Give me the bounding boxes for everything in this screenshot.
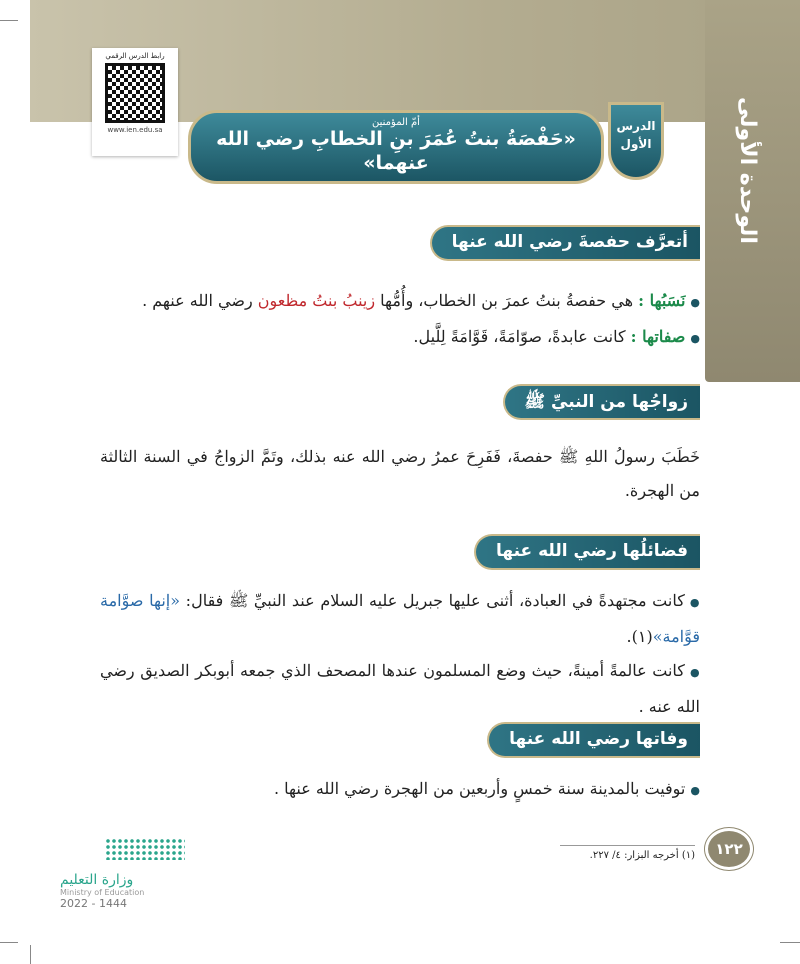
ministry-year: 2022 - 1444 [60, 897, 127, 910]
lesson-title-banner [188, 110, 604, 184]
ministry-logo [60, 838, 170, 910]
item-text: هي حفصةُ بنتُ عمرَ بن الخطاب، وأُمُّها [375, 291, 639, 310]
list-item [100, 284, 700, 320]
item-text: كانت عابدةً، صوّامَةً، قَوَّامَةً لِلَّيل. [413, 327, 631, 346]
section-body [100, 584, 700, 724]
footnote: (١) أخرجه البزار: ٤/ ٢٢٧. [560, 845, 695, 861]
lesson-tag-line2: الأول [620, 137, 652, 151]
crop-mark [0, 942, 18, 943]
unit-tab: الوحدة الأولى [735, 96, 760, 244]
section-body [100, 772, 700, 808]
crop-mark [780, 942, 800, 943]
crop-mark [0, 20, 18, 21]
list-item: ● توفيت بالمدينة سنة خمسٍ وأربعين من الهجرة رضي الله عنها . [100, 772, 700, 808]
item-label: صفاتها : [630, 327, 686, 346]
section-heading: وفاتها رضي الله عنها [487, 722, 700, 758]
item-text: رضي الله عنهم . [142, 291, 258, 310]
ministry-dots-icon [105, 838, 185, 860]
section-heading: أتعرَّف حفصةَ رضي الله عنها [430, 225, 700, 261]
lesson-tag-line1: الدرس [616, 119, 656, 133]
section-body [100, 284, 700, 356]
qr-code-icon[interactable] [105, 63, 165, 123]
ministry-name-ar: وزارة التعليم [60, 872, 134, 888]
item-quote: «إنها صوَّامة قوَّامة» [100, 591, 700, 646]
qr-card[interactable] [92, 48, 178, 156]
lesson-subtitle: أمّ المؤمنين [372, 117, 420, 128]
item-text: (١). [626, 627, 653, 646]
item-label: نَسَبُها : [638, 291, 686, 310]
item-text: كانت مجتهدةً في العبادة، أثنى عليها جبريل عليه السلام عند النبيِّ ﷺ فقال: [180, 591, 685, 610]
lesson-tag [608, 102, 664, 180]
list-item [100, 320, 700, 356]
qr-label: رابط الدرس الرقمي [105, 52, 165, 60]
section-heading: فضائلُها رضي الله عنها [474, 534, 700, 570]
crop-mark [30, 945, 31, 964]
ministry-name-en: Ministry of Education [60, 888, 145, 897]
item-highlight: زينبُ بنتُ مظعون [257, 291, 376, 310]
lesson-title: «حَفْصَةُ بنتُ عُمَرَ بنِ الخطابِ رضي الله عنهما» [216, 128, 576, 174]
list-item [100, 584, 700, 654]
page-number: ١٢٢ [705, 828, 753, 870]
list-item: ● كانت عالمةً أمينةً، حيث وضع المسلمون عندها المصحف الذي جمعه أبوبكر الصديق رضي الله عنه . [100, 654, 700, 724]
section-body: خَطَبَ رسولُ اللهِ ﷺ حفصةَ، فَفَرِحَ عمرُ رضي الله عنه بذلك، وتَمَّ الزواجُ في السنة الثالثة من الهجرة. [100, 447, 700, 500]
qr-url[interactable]: www.ien.edu.sa [107, 126, 163, 134]
section-heading: زواجُها من النبيِّ ﷺ [503, 384, 700, 420]
